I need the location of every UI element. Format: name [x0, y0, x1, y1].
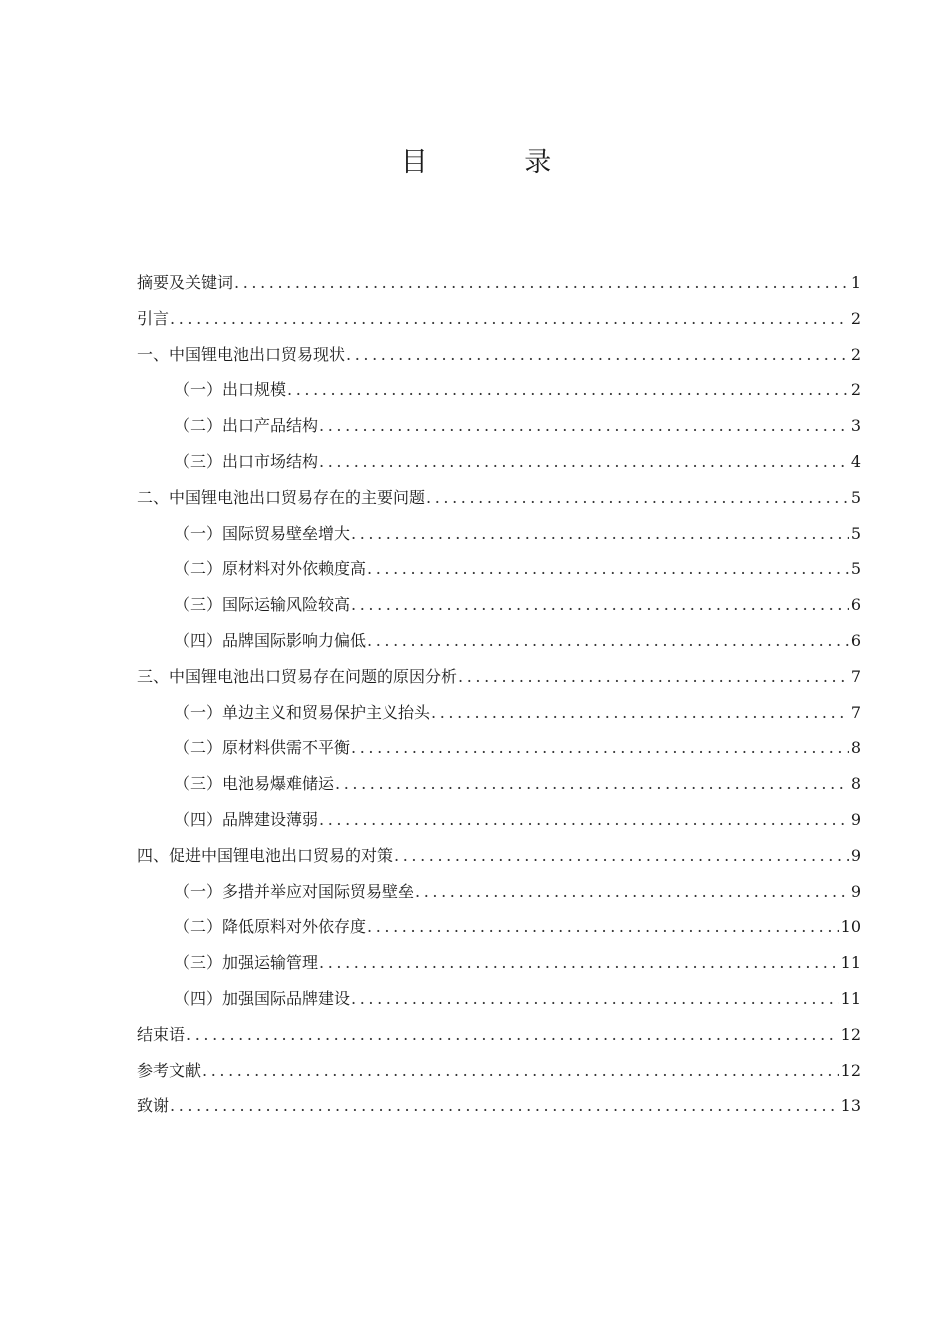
toc-entry[interactable] [137, 265, 861, 301]
toc-dot-leader [367, 551, 849, 587]
toc-entry[interactable] [137, 802, 861, 838]
toc-dot-leader [234, 265, 849, 301]
toc-entry-page-number: 2 [850, 344, 861, 364]
toc-entry-label: 摘要及关键词 [137, 273, 234, 292]
toc-entry-page-number: 2 [850, 380, 861, 400]
toc-entry-page-number: 5 [850, 487, 861, 507]
toc-entry-label: 四、促进中国锂电池出口贸易的对策 [137, 845, 394, 865]
toc-dot-leader [458, 659, 849, 695]
toc-entry-page-number: 2 [850, 308, 861, 328]
toc-entry[interactable] [137, 587, 861, 623]
toc-dot-leader [367, 909, 839, 945]
toc-entry-page-number: 10 [840, 917, 861, 937]
toc-dot-leader [415, 874, 849, 910]
toc-dot-leader [170, 301, 849, 337]
toc-dot-leader [431, 695, 849, 731]
toc-entry-page-number: 9 [850, 809, 861, 829]
toc-entry-label: （三）加强运输管理 [174, 953, 319, 973]
toc-entry[interactable] [137, 766, 861, 802]
toc-entry[interactable] [137, 659, 861, 695]
toc-entry-label: 一、中国锂电池出口贸易现状 [137, 344, 346, 364]
toc-entry-page-number: 12 [840, 1024, 861, 1044]
toc-dot-leader [367, 623, 849, 659]
toc-dot-leader [319, 408, 849, 444]
toc-entry[interactable] [137, 909, 861, 945]
toc-entry-page-number: 11 [840, 953, 861, 973]
toc-dot-leader [335, 766, 849, 802]
toc-dot-leader [319, 444, 849, 480]
toc-entry-label: 二、中国锂电池出口贸易存在的主要问题 [137, 487, 426, 507]
toc-entry-label: （二）原材料供需不平衡 [174, 738, 351, 758]
toc-entry[interactable] [137, 874, 861, 910]
toc-entry-page-number: 8 [850, 738, 861, 758]
toc-entry[interactable] [137, 301, 861, 337]
toc-entry-label: （二）出口产品结构 [174, 416, 319, 436]
toc-entry-label: （四）品牌建设薄弱 [174, 809, 319, 829]
toc-dot-leader [351, 587, 849, 623]
toc-entry-page-number: 12 [840, 1060, 861, 1080]
toc-entry[interactable] [137, 337, 861, 373]
toc-dot-leader [351, 516, 849, 552]
toc-entry-label: （三）国际运输风险较高 [174, 595, 351, 615]
toc-entry[interactable] [137, 695, 861, 731]
toc-entry-page-number: 11 [840, 988, 861, 1008]
toc-dot-leader [351, 730, 849, 766]
toc-entry-label: （一）多措并举应对国际贸易壁垒 [174, 881, 415, 901]
toc-entry[interactable] [137, 516, 861, 552]
toc-entry-page-number: 5 [850, 559, 861, 579]
toc-entry-label: （一）国际贸易壁垒增大 [174, 523, 351, 543]
toc-entry[interactable] [137, 1053, 861, 1089]
toc-entry-page-number: 4 [850, 451, 861, 471]
toc-entry-page-number: 7 [850, 666, 861, 686]
toc-list [137, 265, 861, 1124]
toc-entry[interactable] [137, 444, 861, 480]
toc-entry[interactable] [137, 945, 861, 981]
toc-dot-leader [170, 1088, 839, 1124]
toc-entry-page-number: 5 [850, 523, 861, 543]
toc-entry-label: 致谢 [137, 1096, 170, 1116]
toc-entry-page-number: 7 [850, 702, 861, 722]
toc-entry[interactable] [137, 623, 861, 659]
toc-entry[interactable] [137, 981, 861, 1017]
toc-entry[interactable] [137, 838, 861, 874]
toc-entry-label: 三、中国锂电池出口贸易存在问题的原因分析 [137, 666, 458, 686]
toc-dot-leader [319, 945, 839, 981]
toc-entry[interactable] [137, 1017, 861, 1053]
toc-dot-leader [426, 480, 849, 516]
toc-dot-leader [287, 372, 849, 408]
toc-dot-leader [351, 981, 839, 1017]
toc-entry[interactable] [137, 551, 861, 587]
toc-entry-page-number: 1 [850, 273, 861, 292]
toc-entry-page-number: 13 [840, 1096, 861, 1116]
toc-entry-label: （三）出口市场结构 [174, 451, 319, 471]
toc-entry-label: （一）单边主义和贸易保护主义抬头 [174, 702, 431, 722]
toc-dot-leader [319, 802, 849, 838]
toc-entry-label: （一）出口规模 [174, 380, 287, 400]
toc-entry[interactable] [137, 480, 861, 516]
toc-entry-page-number: 3 [850, 416, 861, 436]
toc-entry-label: （三）电池易爆难储运 [174, 774, 335, 794]
toc-entry[interactable] [137, 408, 861, 444]
toc-title: 目 录 [400, 147, 596, 178]
toc-entry-label: （四）品牌国际影响力偏低 [174, 630, 367, 650]
toc-dot-leader [394, 838, 849, 874]
toc-entry-page-number: 8 [850, 774, 861, 794]
toc-entry-label: 结束语 [137, 1024, 186, 1044]
toc-entry[interactable] [137, 1088, 861, 1124]
toc-entry-label: （二）降低原料对外依存度 [174, 917, 367, 937]
toc-entry-page-number: 9 [850, 845, 861, 865]
toc-entry-label: 参考文献 [137, 1060, 202, 1080]
toc-entry-label: （二）原材料对外依赖度高 [174, 559, 367, 579]
toc-entry[interactable] [137, 372, 861, 408]
toc-dot-leader [186, 1017, 839, 1053]
toc-dot-leader [346, 337, 849, 373]
toc-entry-label: （四）加强国际品牌建设 [174, 988, 351, 1008]
toc-entry-page-number: 6 [850, 595, 861, 615]
toc-entry-page-number: 6 [850, 630, 861, 650]
toc-dot-leader [202, 1053, 839, 1089]
toc-entry[interactable] [137, 730, 861, 766]
toc-entry-page-number: 9 [850, 881, 861, 901]
toc-entry-label: 引言 [137, 308, 170, 328]
